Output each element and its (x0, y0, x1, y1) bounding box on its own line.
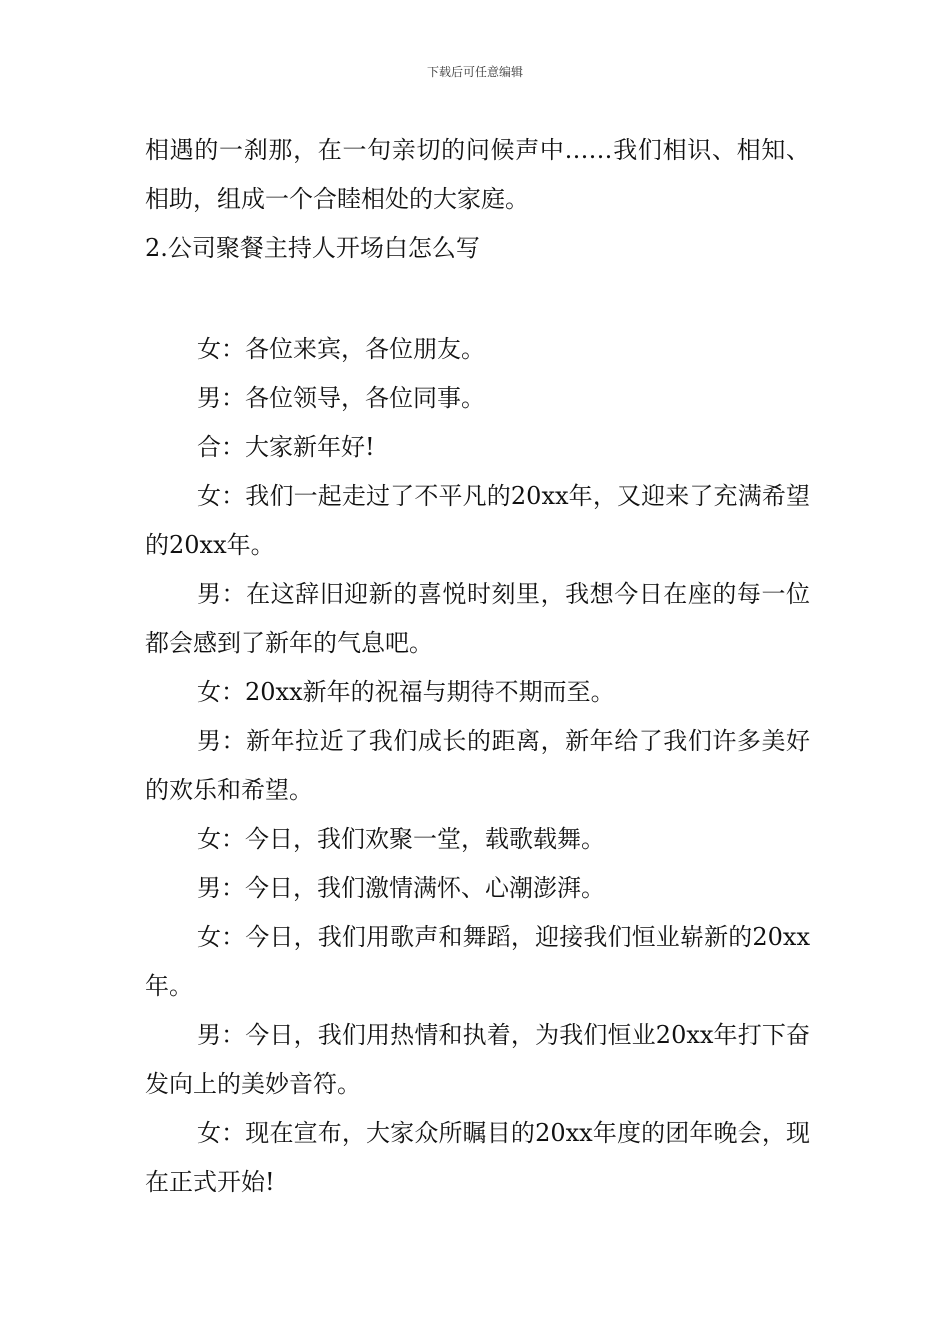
section-heading: 2.公司聚餐主持人开场白怎么写 (145, 234, 480, 262)
script-line-6: 女：20xx新年的祝福与期待不期而至。 (197, 678, 615, 706)
script-line-8: 女：今日，我们欢聚一堂，载歌载舞。 (197, 825, 605, 853)
script-line-2: 男：各位领导，各位同事。 (197, 384, 485, 412)
script-line-12: 女：现在宣布，大家众所瞩目的20xx年度的团年晚会，现在正式开始! (145, 1119, 810, 1196)
section-spacer (145, 273, 810, 325)
script-line-3: 合：大家新年好! (197, 433, 375, 461)
page-header-note: 下载后可任意编辑 (426, 65, 523, 79)
script-line-1: 女：各位来宾，各位朋友。 (197, 335, 485, 363)
intro-paragraph: 相遇的一刹那，在一句亲切的问候声中……我们相识、相知、相助，组成一个合睦相处的大家庭。 (145, 136, 810, 213)
script-line-9: 男：今日，我们激情满怀、心潮澎湃。 (197, 874, 605, 902)
document-body (145, 126, 810, 1207)
script-line-5: 男：在这辞旧迎新的喜悦时刻里，我想今日在座的每一位都会感到了新年的气息吧。 (145, 580, 810, 657)
script-line-7: 男：新年拉近了我们成长的距离，新年给了我们许多美好的欢乐和希望。 (145, 727, 810, 804)
script-line-4: 女：我们一起走过了不平凡的20xx年，又迎来了充满希望的20xx年。 (145, 482, 810, 559)
script-line-10: 女：今日，我们用歌声和舞蹈，迎接我们恒业崭新的20xx年。 (145, 923, 810, 1000)
script-line-11: 男：今日，我们用热情和执着，为我们恒业20xx年打下奋发向上的美妙音符。 (145, 1021, 810, 1098)
